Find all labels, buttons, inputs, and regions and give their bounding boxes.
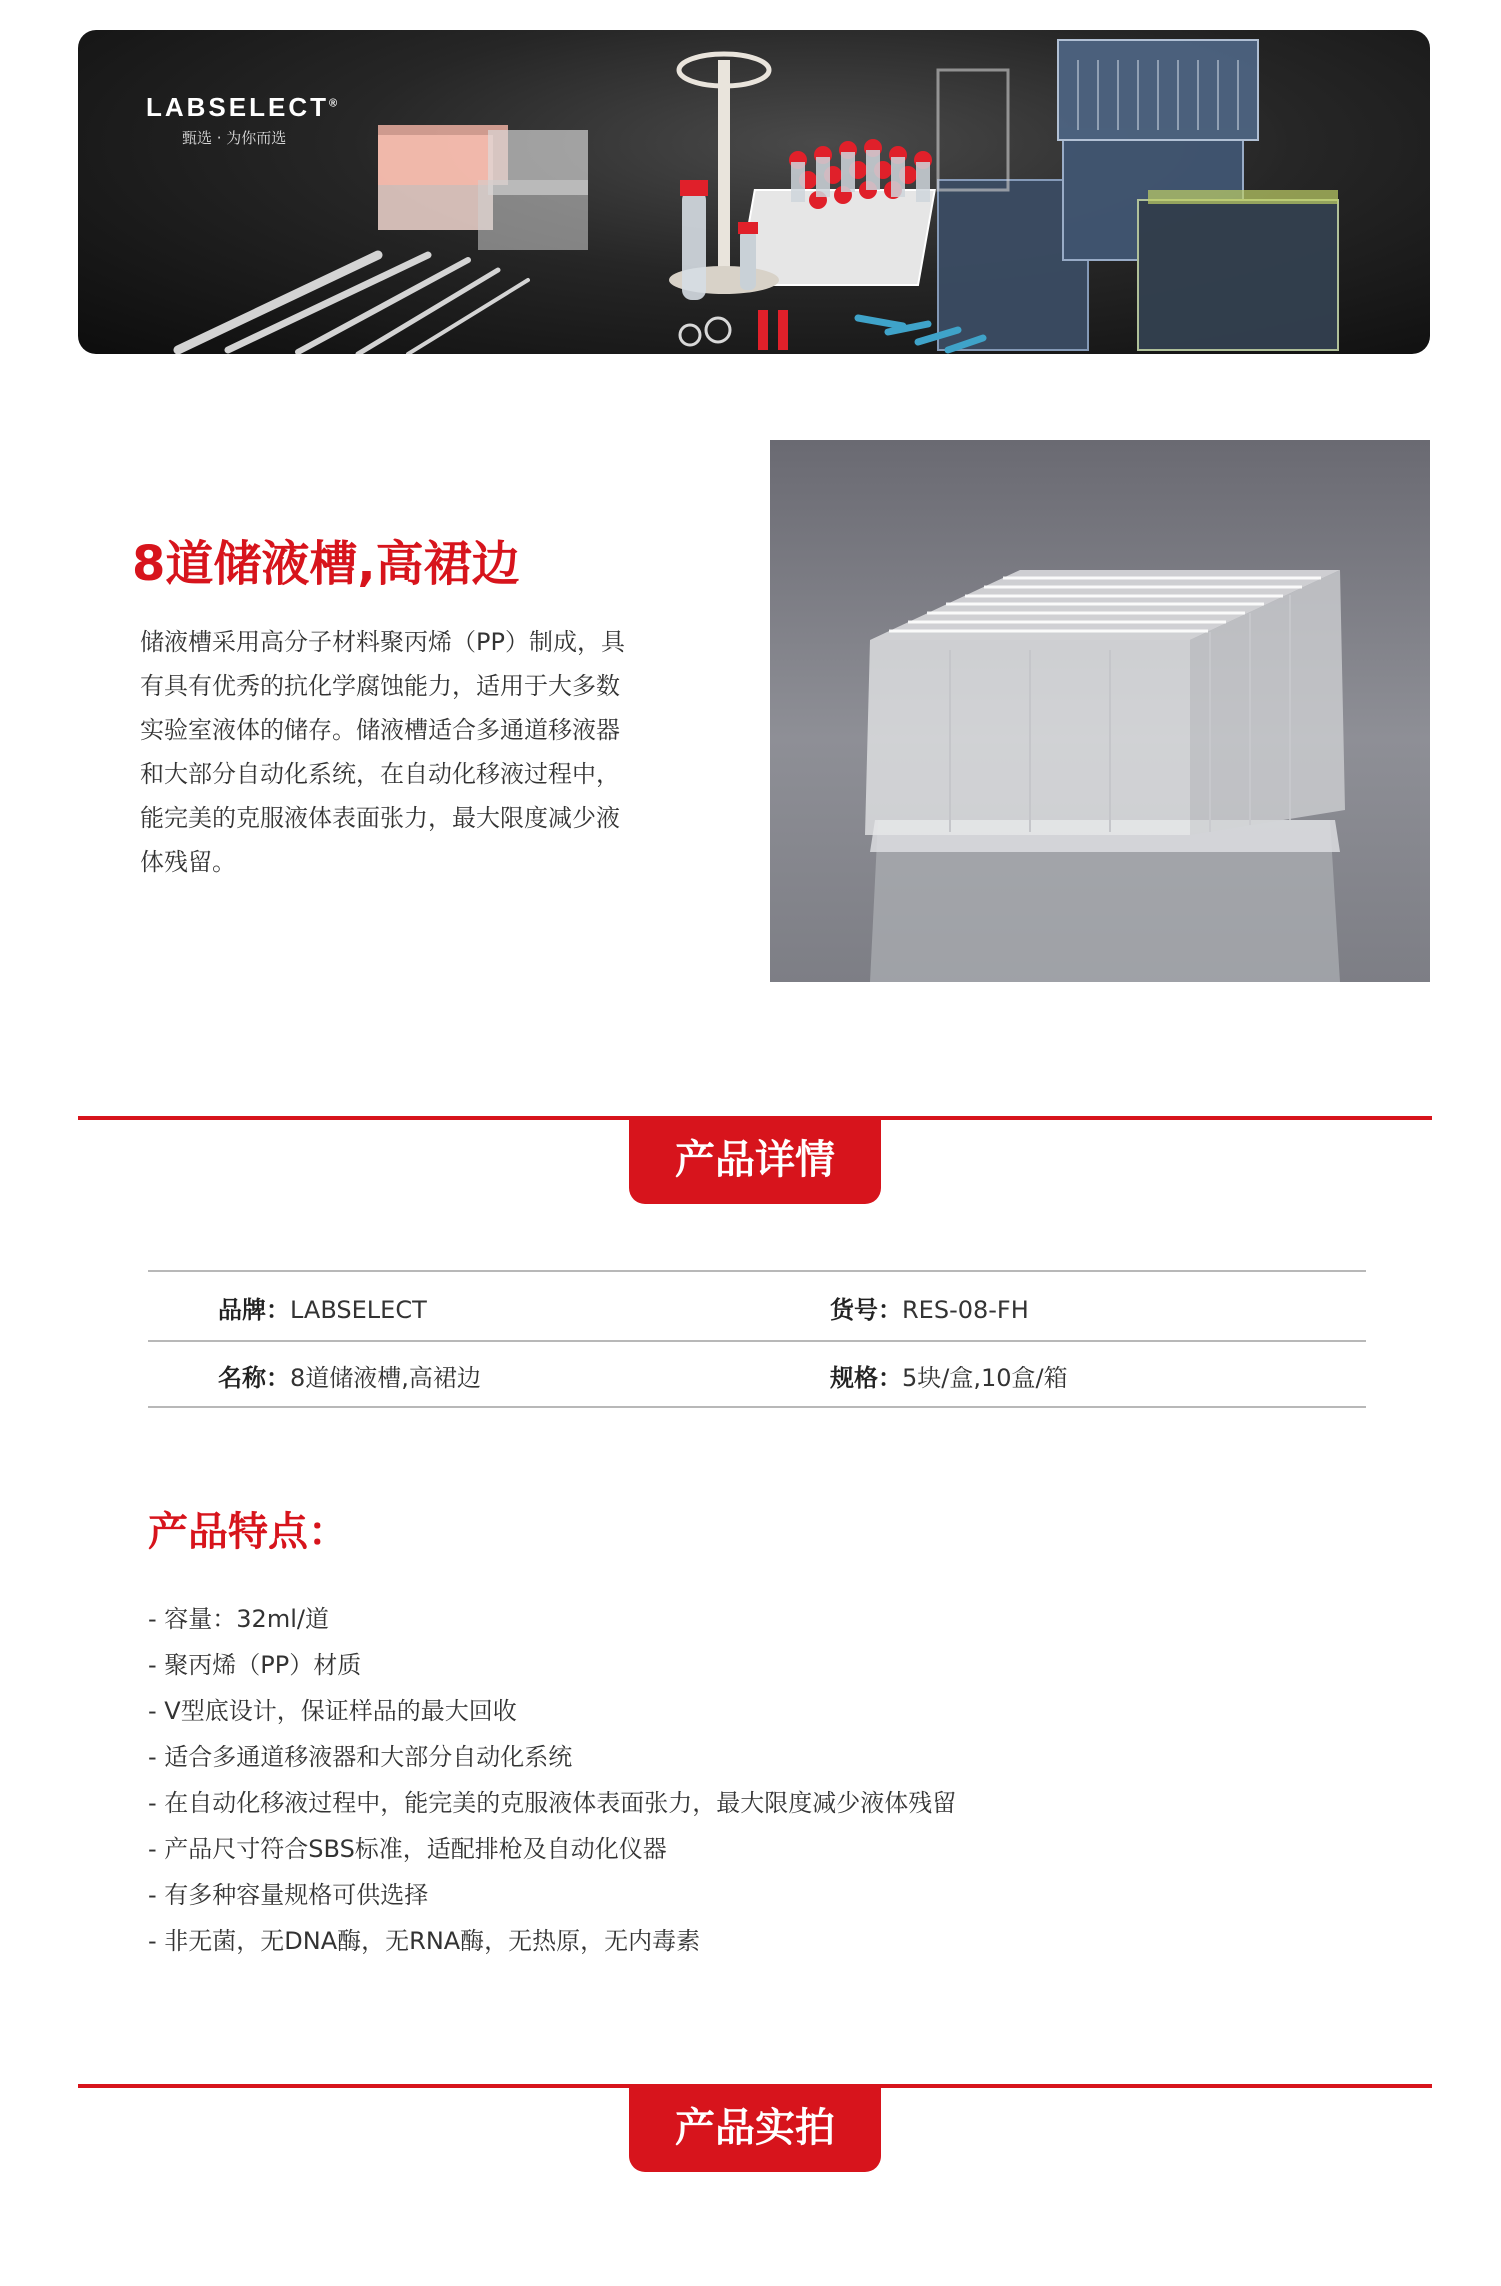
table-divider (148, 1406, 1366, 1408)
feature-item: - 在自动化移液过程中，能完美的克服液体表面张力，最大限度减少液体残留 (148, 1789, 957, 1817)
spec-packaging (830, 1358, 1068, 1393)
spec-name-value: 8道储液槽,高裙边 (290, 1364, 481, 1392)
spec-brand-key: 品牌： (218, 1296, 290, 1324)
table-divider (148, 1270, 1366, 1272)
feature-item: - 产品尺寸符合SBS标准，适配排枪及自动化仪器 (148, 1835, 667, 1863)
description-line: 有具有优秀的抗化学腐蚀能力，适用于大多数 (140, 672, 620, 700)
description-line: 储液槽采用高分子材料聚丙烯（PP）制成，具 (140, 628, 625, 656)
description-line: 能完美的克服液体表面张力，最大限度减少液 (140, 804, 620, 832)
product-title: 8道储液槽,高裙边 (132, 536, 520, 592)
brand-logo (146, 92, 337, 123)
spec-sku (830, 1290, 1029, 1325)
spec-brand-value: LABSELECT (290, 1296, 427, 1324)
product-description (140, 620, 700, 884)
features-list (148, 1596, 956, 1964)
feature-item: - 聚丙烯（PP）材质 (148, 1651, 362, 1679)
description-line: 和大部分自动化系统，在自动化移液过程中， (140, 760, 620, 788)
banner-product-illustration (78, 30, 1430, 354)
description-line: 实验室液体的储存。储液槽适合多通道移液器 (140, 716, 620, 744)
details-heading: 产品详情 (629, 1118, 881, 1204)
feature-item: - 有多种容量规格可供选择 (148, 1881, 429, 1909)
spec-sku-value: RES-08-FH (902, 1296, 1029, 1324)
spec-brand (218, 1290, 427, 1325)
description-line: 体残留。 (140, 848, 236, 876)
brand-logo-text: LABSELECT (146, 92, 329, 122)
hero-banner (78, 30, 1430, 354)
reservoir-illustration (770, 440, 1430, 982)
spec-name (218, 1358, 481, 1393)
features-title: 产品特点： (148, 1509, 348, 1555)
registered-mark: ® (329, 97, 338, 110)
spec-name-key: 名称： (218, 1364, 290, 1392)
product-photo (770, 440, 1430, 982)
table-divider (148, 1340, 1366, 1342)
feature-item: - 非无菌，无DNA酶，无RNA酶，无热原，无内毒素 (148, 1927, 701, 1955)
spec-packaging-key: 规格： (830, 1364, 902, 1392)
spec-packaging-value: 5块/盒,10盒/箱 (902, 1364, 1068, 1392)
spec-sku-key: 货号： (830, 1296, 902, 1324)
feature-item: - V型底设计，保证样品的最大回收 (148, 1697, 517, 1725)
feature-item: - 容量：32ml/道 (148, 1605, 329, 1633)
brand-slogan: 甄选 · 为你而选 (182, 129, 287, 147)
feature-item: - 适合多通道移液器和大部分自动化系统 (148, 1743, 573, 1771)
photos-heading: 产品实拍 (629, 2086, 881, 2172)
